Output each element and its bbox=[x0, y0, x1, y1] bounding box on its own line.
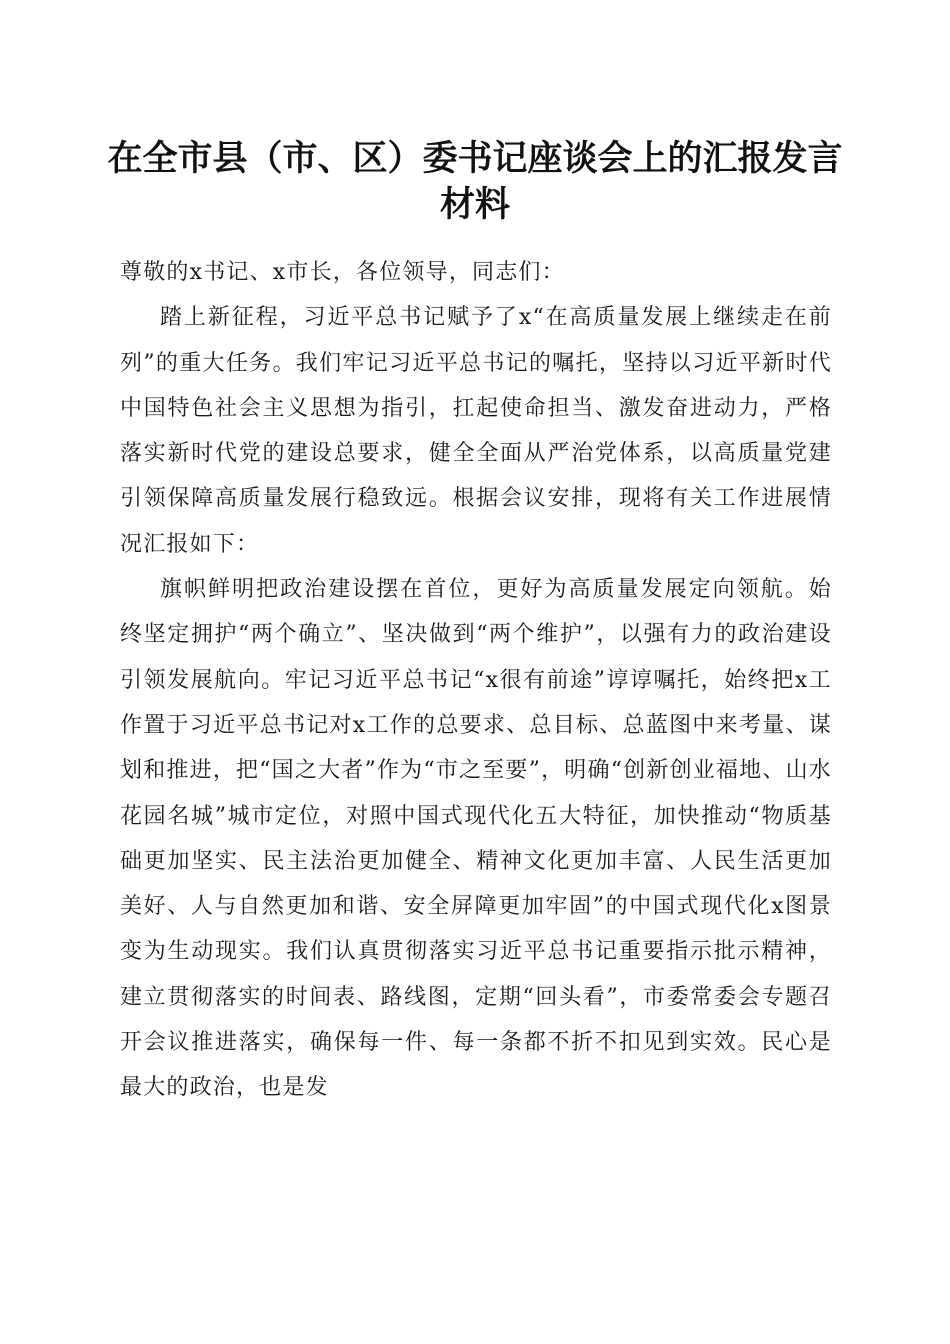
document-body bbox=[120, 250, 832, 1111]
document-title: 在全市县（市、区）委书记座谈会上的汇报发言材料 bbox=[107, 138, 843, 225]
paragraph-political-building: 旗帜鲜明把政治建设摆在首位，更好为高质量发展定向领航。始终坚定拥护“两个确立”、坚决做到“两个维护”，以强有力的政治建设引领发展航向。牢记习近平总书记“x很有前途”谆谆嘱托，始终把x工作置于习近平总书记对x工作的总要求、总目标、总蓝图中来考量、谋划和推进，把“国之大者”作为“市之至要”，明确“创新创业福地、山水花园名城”城市定位，对照中国式现代化五大特征，加快推动“物质基础更加坚实、民主法治更加健全、精神文化更加丰富、人民生活更加美好、人与自然更加和谐、安全屏障更加牢固”的中国式现代化x图景变为生动现实。我们认真贯彻落实习近平总书记重要指示批示精神，建立贯彻落实的时间表、路线图，定期“回头看”，市委常委会专题召开会议推进落实，确保每一件、每一条都不折不扣见到实效。民心是最大的政治，也是发 bbox=[120, 577, 832, 1101]
salutation: 尊敬的x书记、x市长，各位领导，同志们： bbox=[120, 260, 565, 285]
paragraph-intro: 踏上新征程，习近平总书记赋予了x“在高质量发展上继续走在前列”的重大任务。我们牢记习近平总书记的嘱托，坚持以习近平新时代中国特色社会主义思想为指引，扛起使命担当、激发奋进动力，严格落实新时代党的建设总要求，健全全面从严治党体系，以高质量党建引领保障高质量发展行稳致远。根据会议安排，现将有关工作进展情况汇报如下： bbox=[120, 305, 832, 557]
